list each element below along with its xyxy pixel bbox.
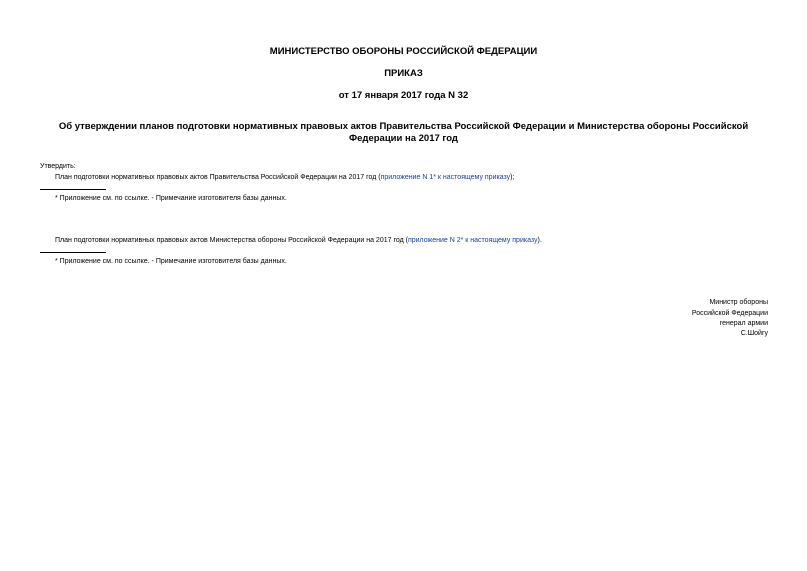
plan-item-1-text: План подготовки нормативных правовых актов Правительства Российской Федерации на 2017 год ( xyxy=(55,174,381,181)
appendix-2-link[interactable]: приложение N 2* к настоящему приказу xyxy=(407,237,538,244)
plan-item-1-end: ); xyxy=(510,174,515,181)
signature-organization: Российской Федерации xyxy=(691,310,768,317)
appendix-1-link[interactable]: приложение N 1* к настоящему приказу xyxy=(380,174,511,181)
plan-item-1 xyxy=(55,173,514,182)
plan-item-2-end: ). xyxy=(537,237,542,244)
footnote-divider-1 xyxy=(40,189,106,190)
footnote-divider-2 xyxy=(40,252,106,253)
document-type: ПРИКАЗ xyxy=(384,68,423,79)
document-subject: Об утверждении планов подготовки нормативных правовых актов Правительства Российской Федерации и Министерства обороны Российской Федерации на 2017 год xyxy=(58,121,749,144)
signature-position: Министр обороны xyxy=(709,299,768,306)
plan-item-2 xyxy=(55,236,542,245)
signature-name: С.Шойгу xyxy=(740,330,768,337)
plan-item-2-text: План подготовки нормативных правовых актов Министерства обороны Российской Федерации на 2017 год ( xyxy=(55,237,408,244)
document-date-number: от 17 января 2017 года N 32 xyxy=(338,90,469,101)
ministry-title: МИНИСТЕРСТВО ОБОРОНЫ РОССИЙСКОЙ ФЕДЕРАЦИИ xyxy=(269,46,538,57)
signature-rank: генерал армии xyxy=(719,320,768,327)
approve-label: Утвердить: xyxy=(40,163,76,170)
footnote-1: * Приложение см. по ссылке. - Примечание изготовителя базы данных. xyxy=(55,195,287,202)
footnote-2: * Приложение см. по ссылке. - Примечание изготовителя базы данных. xyxy=(55,258,287,265)
